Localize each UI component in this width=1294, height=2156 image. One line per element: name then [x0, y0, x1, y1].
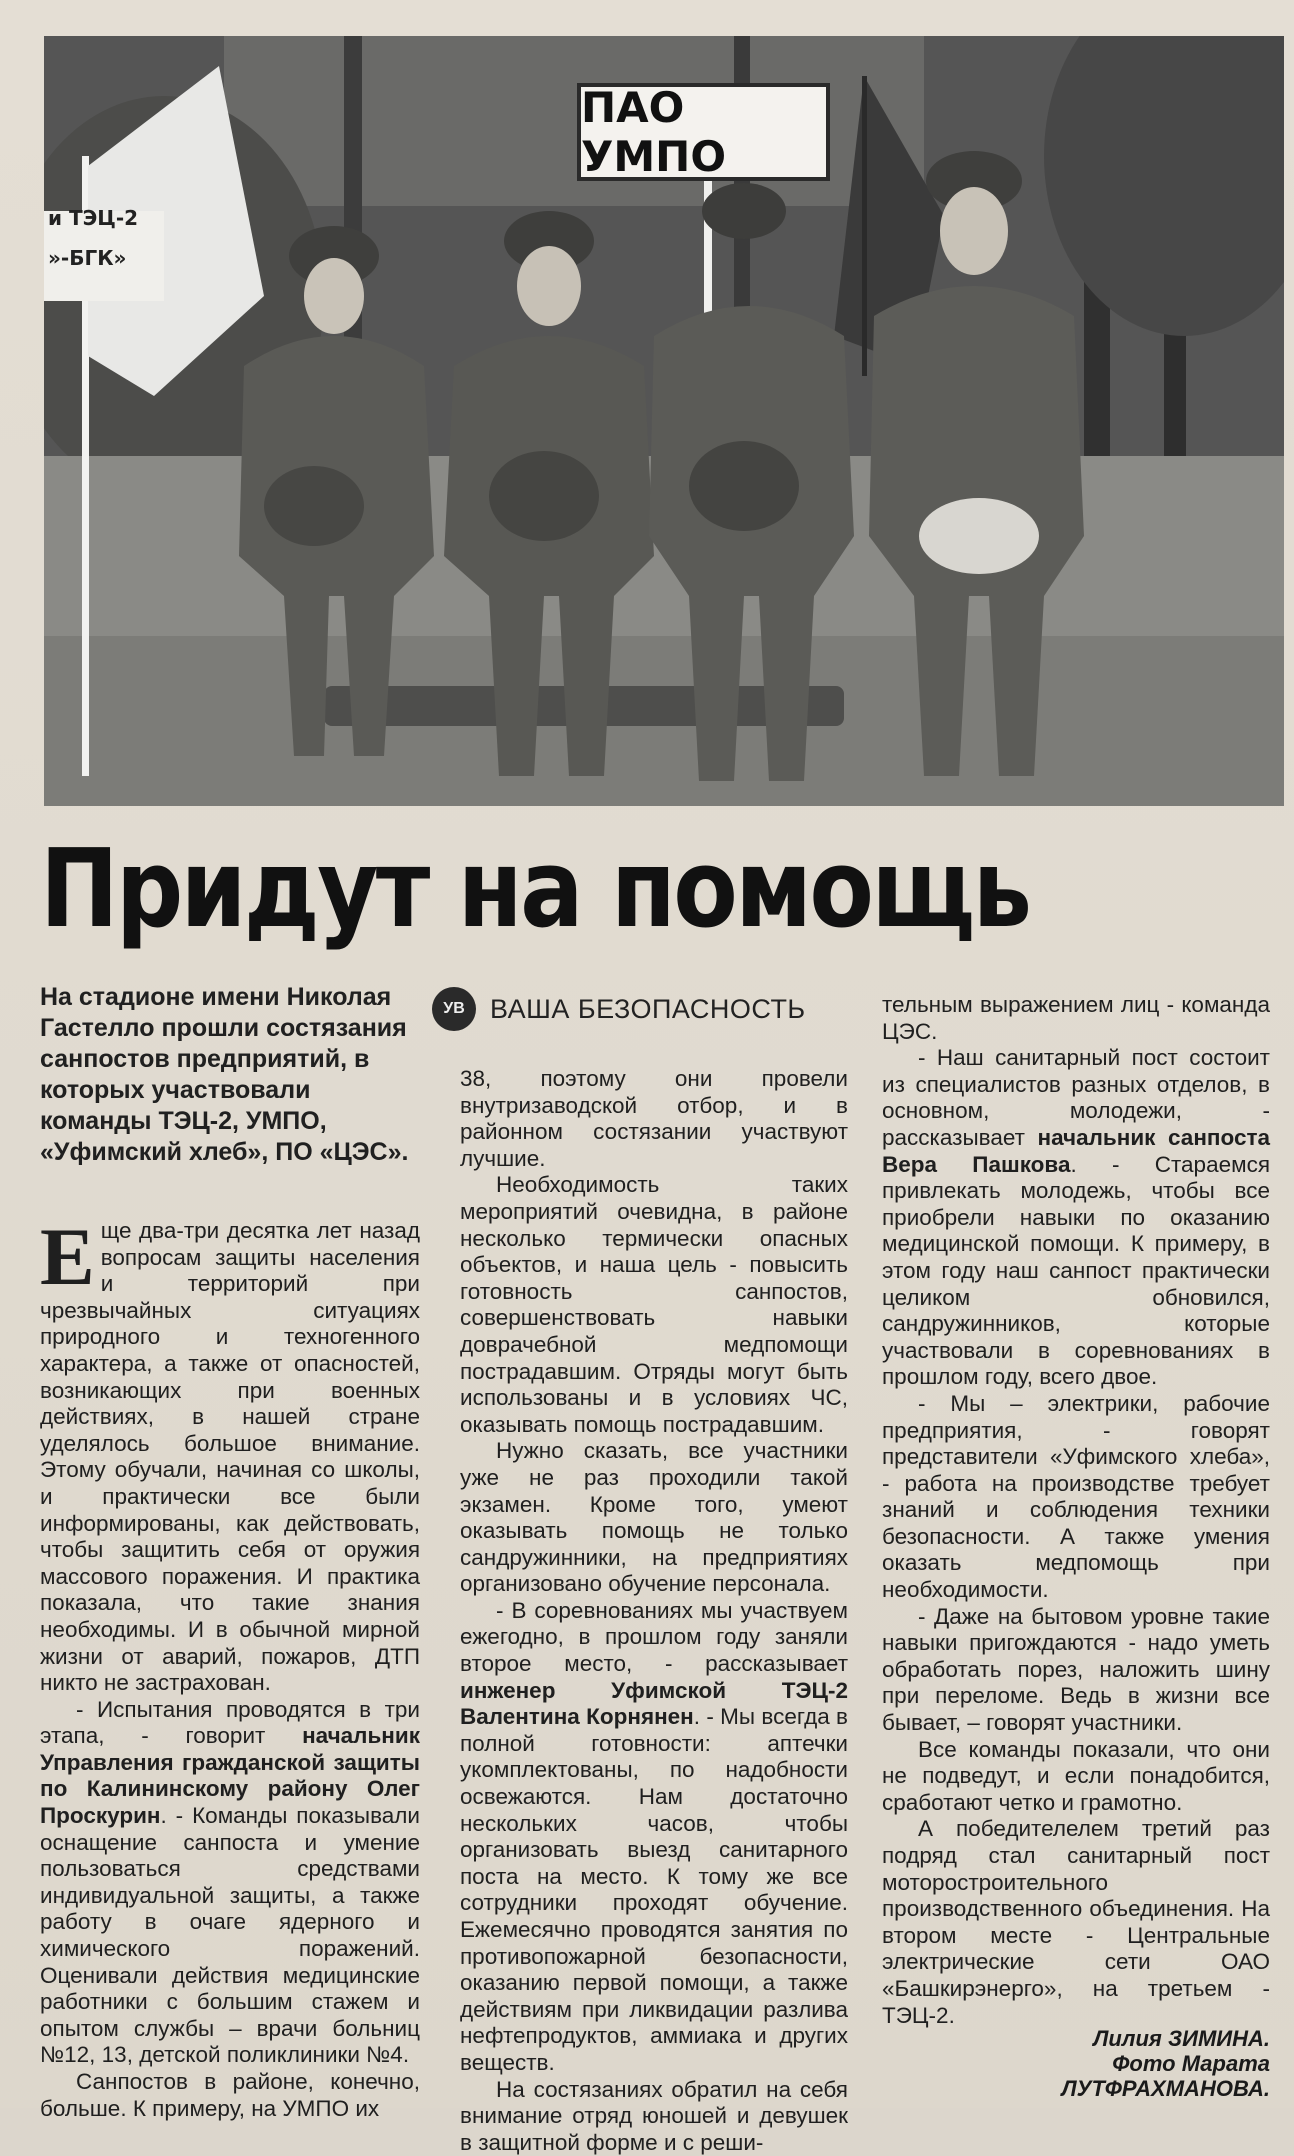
- col3-paragraph-2: [882, 1045, 1270, 1391]
- rubric-label: ВАША БЕЗОПАСНОСТЬ: [490, 993, 806, 1024]
- col3-paragraph-3: - Мы – электрики, рабочие предприятия, - говорят представители «Уфимского хлеба», - работа на производстве требует знаний и соблюдения техники безопасности. А также умения оказать медпомощь при необходимости.: [882, 1390, 1270, 1603]
- col2-paragraph-4: [460, 1598, 848, 2077]
- col1-p2b: начальник Управления гражданской защиты по Калининскому району Олег Проскурин: [40, 1723, 420, 1829]
- col3-p2a: - Наш санитарный пост состоит из специалистов разных отделов, в основном, молодежи, - рассказывает: [882, 1045, 1270, 1150]
- flag-text-1: и ТЭЦ-2: [48, 206, 139, 230]
- team-sign: ПАО УМПО: [577, 83, 830, 181]
- byline: [1000, 2026, 1270, 2101]
- byline-photo-credit-2: ЛУТФРАХМАНОВА.: [1061, 2076, 1270, 2101]
- col1-paragraph-3: Санпостов в районе, конечно, больше. К примеру, на УМПО их: [40, 2069, 420, 2121]
- col2-paragraph-3: Нужно сказать, все участники уже не раз проходили такой экзамен. Кроме того, умеют оказывать помощь не только сандружинники, на предприятиях организовано обучение персонала.: [460, 1438, 848, 1597]
- dropcap: Е: [40, 1211, 95, 1302]
- col2-paragraph-5: На состязаниях обратил на себя внимание отряд юношей и девушек в защитной форме и с реши-: [460, 2076, 848, 2155]
- col3-paragraph-5: Все команды показали, что они не подведут, и если понадобится, сработают четко и грамотно.: [882, 1736, 1270, 1815]
- col3-p2c: . - Стараемся привлекать молодежь, чтобы все приобрели навыки по оказанию медицинской помощи. К примеру, в этом году наш санпост практически целиком обновился, сандружинников, которые участвовали в соревнованиях в прошлом году, всего двое.: [882, 1151, 1270, 1390]
- column-3: [882, 992, 1270, 2029]
- flag-text-2: »-БГК»: [48, 246, 127, 270]
- col3-paragraph-1: тельным выражением лиц - команда ЦЭС.: [882, 992, 1270, 1044]
- col3-p2b: начальник санпоста Вера Пашкова: [882, 1124, 1270, 1177]
- col2-p4c: . - Мы всегда в полной готовности: аптечки укомплектованы, по надобности освежаются. Нам достаточно нескольких часов, чтобы организовать выезд санитарного поста на место. К тому же все сотрудники проходят обучение. Ежемесячно проводятся занятия по противопожарной безопасности, оказанию первой помощи, а также действиям при ликвидации разлива нефтепродуктов, аммиака и других веществ.: [460, 1704, 848, 2075]
- col1-p2a: - Испытания проводятся в три этапа, - говорит: [40, 1696, 420, 1749]
- col1-paragraph-1: [40, 1211, 420, 1697]
- column-2: [460, 1066, 848, 2156]
- col2-p4a: - В соревнованиях мы участвуем ежегодно, в прошлом году заняли второе место, - рассказывает: [460, 1597, 848, 1677]
- rubric-badge: УВ: [432, 987, 476, 1031]
- byline-photo-credit-1: Фото Марата: [1112, 2051, 1270, 2076]
- col2-paragraph-1: 38, поэтому они провели внутризаводской отбор, и в районном состязании участвуют лучшие.: [460, 1066, 848, 1171]
- rubric: [432, 986, 852, 1032]
- col2-p4b: инженер Уфимской ТЭЦ-2 Валентина Корнянен: [460, 1677, 848, 1730]
- col1-p1-text: ще два-три десятка лет назад вопросам защиты населения и территорий при чрезвычайных ситуациях природного и техногенного характера, а также от опасностей, возникающих при военных действиях, в нашей стране уделялось большое внимание. Этому обучали, начиная со школы, и практически все были информированы, как действовать, чтобы защитить себя от оружия массового поражения. И практика показала, что такие знания необходимы. И в обычной мирной жизни от аварий, пожаров, ДТП никто не застрахован.: [40, 1218, 420, 1696]
- col3-paragraph-6: А победителелем третий раз подряд стал санитарный пост моторостроительного производственного объединения. На втором месте - Центральные электрические сети ОАО «Башкирэнерго», на третьем - ТЭЦ-2.: [882, 1816, 1270, 2028]
- col1-p2c: . - Команды показывали оснащение санпоста и умение пользоваться средствами индивидуальной защиты, а также работу в очаге ядерного и химического поражений. Оценивали действия медицинские работники с большим стажем и опытом службы – врачи больниц №12, 13, детской поликлиники №4.: [40, 1803, 420, 2068]
- column-1: [40, 1211, 420, 2122]
- col2-paragraph-2: Необходимость таких мероприятий очевидна, в районе несколько термически опасных объектов, и наша цель - повысить готовность санпостов, совершенствовать навыки доврачебной медпомощи пострадавшим. Отряды могут быть использованы и в условиях ЧС, оказывать помощь пострадавшим.: [460, 1172, 848, 1437]
- article-lead: На стадионе имени Николая Гастелло прошли состязания санпостов предприятий, в которых участвовали команды ТЭЦ-2, УМПО, «Уфимский хлеб», ПО «ЦЭС».: [40, 983, 409, 1166]
- article-photo: [44, 36, 1284, 806]
- headline: Придут на помощь: [40, 827, 1030, 952]
- col3-paragraph-4: - Даже на бытовом уровне такие навыки пригождаются - надо уметь обработать порез, наложить шину при переломе. Ведь в жизни все бывает, – говорят участники.: [882, 1603, 1270, 1736]
- col1-paragraph-2: [40, 1697, 420, 2069]
- byline-author: Лилия ЗИМИНА.: [1093, 2026, 1270, 2051]
